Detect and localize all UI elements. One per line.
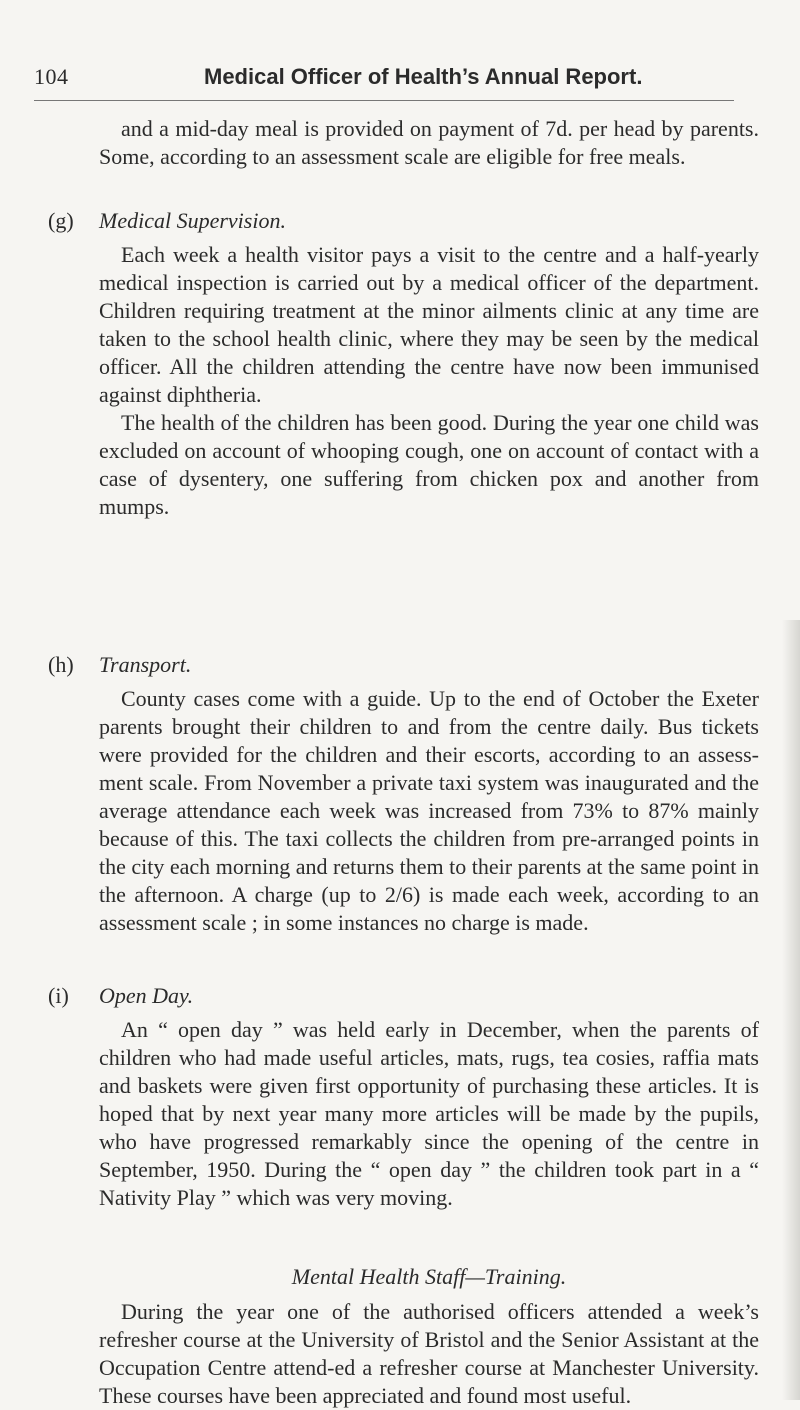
section-h-label: (h) — [48, 652, 74, 677]
section-h-heading: Transport. — [99, 652, 192, 677]
section-i-body — [99, 1016, 759, 1212]
section-i-heading: Open Day. — [99, 983, 194, 1008]
staff-section-body — [99, 1298, 759, 1410]
binding-edge-shadow — [782, 620, 800, 1400]
staff-section-paragraph: During the year one of the authorised officers attended a week’s refresher course at the University of Bristol and the Senior Assistant at the Occupation Centre attend-ed a refresher course at Manchester University. These courses have been appreciated and found most useful. — [99, 1299, 759, 1408]
header-rule — [34, 100, 734, 101]
section-i-paragraph-1: An “ open day ” was held early in December, when the parents of children who had made useful articles, mats, rugs, tea cosies, raffia mats and baskets were given first opportunity of purchasing these articles. It is hoped that by next year many more articles will be made by the pupils, who have progressed remarkably since the opening of the centre in September, 1950. During the “ open day ” the children took part in a “ Nativity Play ” which was very moving. — [99, 1017, 759, 1210]
page-header — [34, 64, 754, 100]
running-title: Medical Officer of Health’s Annual Report. — [204, 64, 643, 89]
intro-paragraph — [99, 115, 759, 171]
page-number: 104 — [34, 64, 69, 89]
section-h-body — [99, 685, 759, 937]
section-g-paragraph-2: The health of the children has been good. During the year one child was excluded on account of whooping cough, one on account of contact with a case of dysentery, one suffering from chicken pox and another from mumps. — [99, 410, 759, 519]
section-g-body — [99, 241, 759, 521]
section-g-paragraph-1: Each week a health visitor pays a visit to the centre and a half-yearly medical inspection is carried out by a medical officer of the department. Children requiring treatment at the minor ailments clinic at any time are taken to the school health clinic, where they may be seen by the medical officer. All the children attending the centre have now been immunised against diphtheria. — [99, 242, 759, 407]
section-h-paragraph-1: County cases come with a guide. Up to the end of October the Exeter parents brought their children to and from the centre daily. Bus tickets were provided for the children and their escorts, according to an assess-ment scale. From November a private taxi system was inaugurated and the average attendance each week was increased from 73% to 87% mainly because of this. The taxi collects the children from pre-arranged points in the city each morning and returns them to their parents at the same point in the afternoon. A charge (up to 2/6) is made each week, according to an assessment scale ; in some instances no charge is made. — [99, 686, 759, 935]
section-i-label: (i) — [48, 983, 69, 1008]
intro-text: and a mid-day meal is provided on payment of 7d. per head by parents. Some, according to an assessment scale are eligible for free meals. — [99, 116, 759, 169]
staff-section-heading: Mental Health Staff—Training. — [291, 1264, 567, 1289]
section-g-label: (g) — [48, 208, 74, 233]
section-g-heading: Medical Supervision. — [99, 208, 286, 233]
